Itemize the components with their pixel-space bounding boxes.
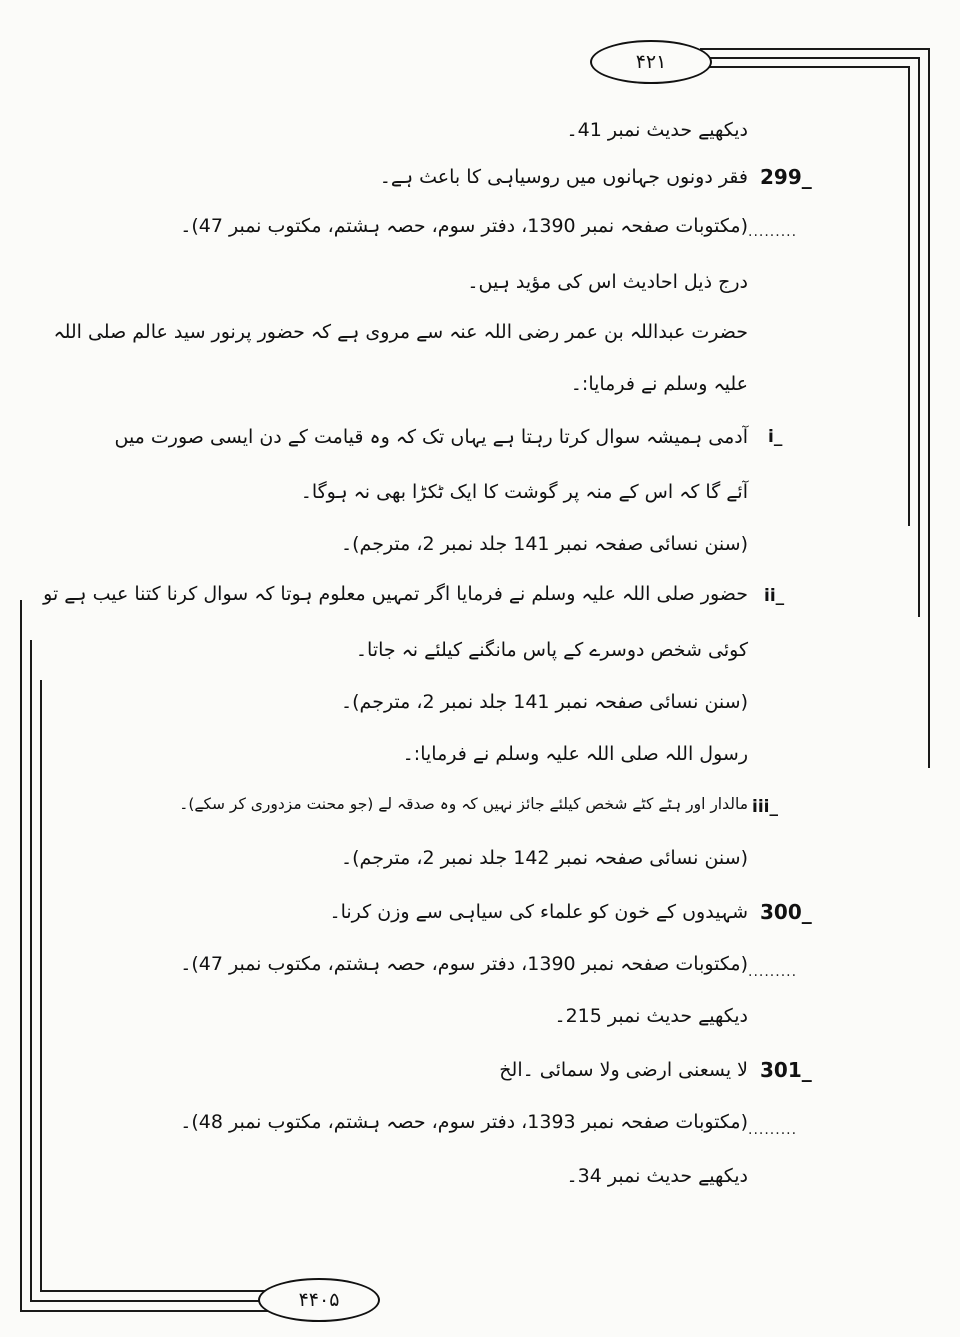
dotted-leader-2: .........: [748, 964, 798, 980]
frame-bottom-line-3: [40, 1290, 270, 1292]
sub-item-iii: iii_: [752, 797, 778, 817]
text-line-18: دیکھیے حدیث نمبر 215۔: [554, 1005, 748, 1027]
page-number-bottom-text: ۴۴۰۵: [298, 1289, 340, 1311]
dotted-leader-3: .........: [748, 1122, 798, 1138]
dotted-leader-1: .........: [748, 224, 798, 240]
text-line-6: علیہ وسلم نے فرمایا:۔: [570, 373, 748, 395]
text-line-16: شہیدوں کے خون کو علماء کی سیاہی سے وزن کرنا۔: [329, 901, 748, 923]
text-line-17: (مکتوبات صفحہ نمبر 1390، دفتر سوم، حصہ ہشتم، مکتوب نمبر 47)۔: [180, 953, 748, 975]
text-line-21: دیکھیے حدیث نمبر 34۔: [566, 1165, 748, 1187]
text-line-15: (سنن نسائی صفحہ نمبر 142 جلد نمبر 2، مترجم)۔: [341, 847, 748, 869]
text-line-19: لا یسعنی ارضی ولا سمائی ۔الخ: [499, 1059, 748, 1081]
frame-left-line-2: [30, 640, 32, 1302]
frame-left-line-1: [20, 600, 22, 1312]
text-line-3: (مکتوبات صفحہ نمبر 1390، دفتر سوم، حصہ ہشتم، مکتوب نمبر 47)۔: [180, 215, 748, 237]
hadith-number-299: 299_: [760, 165, 812, 189]
text-line-1: دیکھیے حدیث نمبر 41۔: [566, 119, 748, 141]
sub-item-i: i_: [768, 427, 783, 447]
frame-top-line-1: [700, 48, 930, 50]
text-line-5: حضرت عبداللہ بن عمر رضی اللہ عنہ سے مروی ہے کہ حضور پرنور سید عالم صلی اللہ: [53, 321, 748, 343]
frame-bottom-line-1: [20, 1310, 270, 1312]
frame-right-line-3: [908, 66, 910, 526]
text-line-10: حضور صلی اللہ علیہ وسلم نے فرمایا اگر تمہیں معلوم ہوتا کہ سوال کرنا کتنا عیب ہے تو: [43, 583, 748, 605]
text-line-2: فقر دونوں جہانوں میں روسیاہی کا باعث ہے۔: [379, 166, 748, 188]
text-line-9: (سنن نسائی صفحہ نمبر 141 جلد نمبر 2، مترجم)۔: [341, 533, 748, 555]
text-line-20: (مکتوبات صفحہ نمبر 1393، دفتر سوم، حصہ ہشتم، مکتوب نمبر 48)۔: [180, 1111, 748, 1133]
text-line-11: کوئی شخص دوسرے کے پاس مانگنے کیلئے نہ جاتا۔: [355, 639, 748, 661]
text-line-8: آئے گا کہ اس کے منہ پر گوشت کا ایک ٹکڑا بھی نہ ہوگا۔: [300, 481, 748, 503]
text-line-12: (سنن نسائی صفحہ نمبر 141 جلد نمبر 2، مترجم)۔: [341, 691, 748, 713]
text-line-14: مالدار اور ہٹے کٹے شخص کیلئے جائز نہیں کہ وہ صدقہ لے (جو محنت مزدوری کر سکے)۔: [179, 795, 748, 813]
hadith-number-300: 300_: [760, 900, 812, 924]
page-number-top: [590, 40, 712, 84]
frame-top-line-3: [700, 66, 910, 68]
frame-top-line-2: [700, 57, 920, 59]
hadith-number-301: 301_: [760, 1058, 812, 1082]
sub-item-ii: ii_: [764, 586, 785, 606]
frame-right-line-1: [928, 48, 930, 768]
frame-bottom-line-2: [30, 1300, 270, 1302]
text-line-13: رسول اللہ صلی اللہ علیہ وسلم نے فرمایا:۔: [402, 743, 748, 765]
frame-left-line-3: [40, 680, 42, 1292]
page-number-bottom: [258, 1278, 380, 1322]
text-line-4: درج ذیل احادیث اس کی مؤید ہیں۔: [467, 271, 748, 293]
page-number-top-text: ۴۲۱: [635, 51, 667, 73]
text-line-7: آدمی ہمیشہ سوال کرتا رہتا ہے یہاں تک کہ وہ قیامت کے دن ایسی صورت میں: [114, 426, 748, 448]
frame-right-line-2: [918, 57, 920, 617]
